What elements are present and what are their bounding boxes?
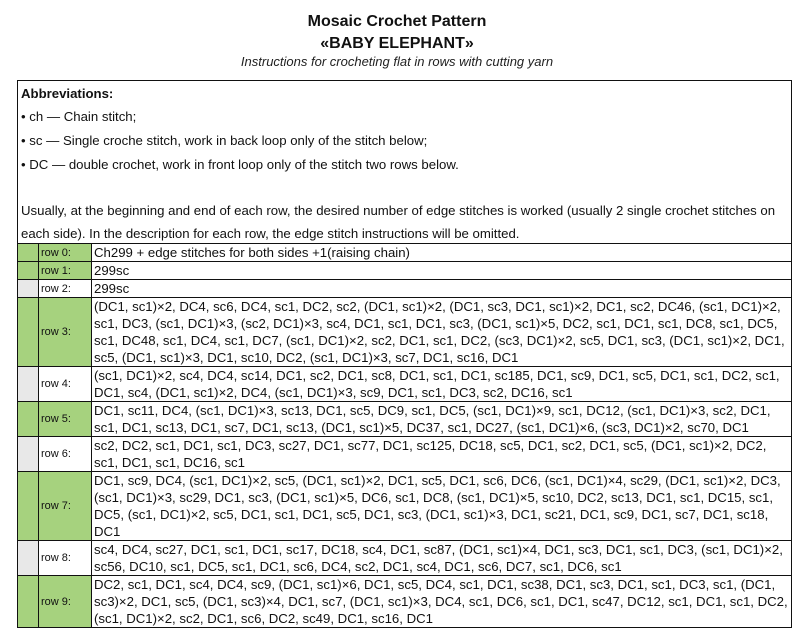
- row-label: row 9:: [39, 576, 92, 628]
- abbreviation-item: • DC — double crochet, work in front loop only of the stitch two rows below.: [21, 157, 459, 172]
- row-label: row 7:: [39, 472, 92, 541]
- row-color-swatch: [18, 472, 39, 541]
- row-color-swatch: [18, 244, 39, 262]
- row-instruction: 299sc: [92, 280, 792, 298]
- abbreviations-title: Abbreviations:: [21, 86, 114, 101]
- table-row: [18, 576, 792, 628]
- table-row: [18, 402, 792, 437]
- row-instruction: (sc1, DC1)×2, sc4, DC4, sc14, DC1, sc2, DC1, sc8, DC1, sc1, DC1, sc185, DC1, sc9, DC1, sc5, DC1, sc1, DC2, sc1, DC1, sc4, (DC1, sc1)×2, DC4, (sc1, DC1)×3, sc9, DC1, sc1, DC3, sc2, DC16, sc1: [92, 367, 792, 402]
- table-row: [18, 367, 792, 402]
- pattern-name: «BABY ELEPHANT»: [320, 35, 474, 52]
- row-instruction: DC1, sc11, DC4, (sc1, DC1)×3, sc13, DC1, sc5, DC9, sc1, DC5, (sc1, DC1)×9, sc1, DC12, (sc1, DC1)×3, sc2, DC1, sc1, DC1, sc13, DC1, sc7, DC1, sc13, (DC1, sc1)×5, DC37, sc1, DC27, (sc1, DC1)×6, (sc3, DC1)×2, sc70, DC1: [92, 402, 792, 437]
- row-color-swatch: [18, 262, 39, 280]
- row-instruction: DC2, sc1, DC1, sc4, DC4, sc9, (DC1, sc1)×6, DC1, sc5, DC4, sc1, DC1, sc38, DC1, sc3, DC1, sc1, DC3, sc1, (DC1, sc3)×2, DC1, sc5, (DC1, sc3)×4, DC1, sc7, (DC1, sc1)×3, DC4, sc1, DC6, sc1, DC1, sc47, DC12, sc1, DC1, sc1, DC2, (sc1, DC1)×2, sc2, DC1, sc6, DC2, sc49, DC1, sc16, DC1: [92, 576, 792, 628]
- row-color-swatch: [18, 402, 39, 437]
- row-instruction: Ch299 + edge stitches for both sides +1(raising chain): [92, 244, 792, 262]
- table-row: [18, 541, 792, 576]
- pattern-title: Mosaic Crochet Pattern: [307, 13, 487, 30]
- row-label: row 5:: [39, 402, 92, 437]
- row-color-swatch: [18, 298, 39, 367]
- row-instruction: 299sc: [92, 262, 792, 280]
- table-row: [18, 262, 792, 280]
- row-label: row 4:: [39, 367, 92, 402]
- row-label: row 1:: [39, 262, 92, 280]
- row-color-swatch: [18, 280, 39, 298]
- pattern-subtitle: Instructions for crocheting flat in rows with cutting yarn: [240, 54, 554, 69]
- row-label: row 2:: [39, 280, 92, 298]
- row-instructions-table: [17, 243, 792, 628]
- table-row: [18, 244, 792, 262]
- row-instruction: sc2, DC2, sc1, DC1, sc1, DC3, sc27, DC1, sc77, DC1, sc125, DC18, sc5, DC1, sc2, DC1, sc5, (DC1, sc1)×2, DC2, sc1, DC1, sc1, DC16, sc1: [92, 437, 792, 472]
- abbreviations-box: [17, 80, 792, 243]
- table-row: [18, 280, 792, 298]
- row-instruction: DC1, sc9, DC4, (sc1, DC1)×2, sc5, (DC1, sc1)×2, DC1, sc5, DC1, sc6, DC6, (sc1, DC1)×4, sc29, (DC1, sc1)×2, DC3, (sc1, DC1)×3, sc29, DC1, sc3, (DC1, sc1)×5, DC6, sc1, DC8, (sc1, DC1)×5, sc10, DC2, sc13, DC1, sc1, DC15, sc1, DC5, (sc1, DC1)×2, sc5, DC1, sc1, DC1, sc5, DC1, sc3, (DC1, sc1)×3, DC1, sc21, DC1, sc9, DC1, sc7, DC1, sc18, DC1: [92, 472, 792, 541]
- abbreviation-item: • ch — Chain stitch;: [21, 109, 137, 124]
- abbreviation-item: • sc — Single croche stitch, work in back loop only of the stitch below;: [21, 133, 428, 148]
- row-label: row 6:: [39, 437, 92, 472]
- row-label: row 3:: [39, 298, 92, 367]
- row-color-swatch: [18, 576, 39, 628]
- table-row: [18, 298, 792, 367]
- row-label: row 8:: [39, 541, 92, 576]
- edge-stitch-note: Usually, at the beginning and end of each row, the desired number of edge stitches is worked (usually 2 single crochet stitches on each side). In the description for each row, the edge stitch instructions will be omitted.: [21, 203, 776, 241]
- row-instruction: sc4, DC4, sc27, DC1, sc1, DC1, sc17, DC18, sc4, DC1, sc87, (DC1, sc1)×4, DC1, sc3, DC1, sc1, DC3, (sc1, DC1)×2, sc56, DC10, sc1, DC5, sc1, DC1, sc6, DC4, sc2, DC1, sc4, DC1, sc6, DC7, sc1, DC6, sc1: [92, 541, 792, 576]
- row-instruction: (DC1, sc1)×2, DC4, sc6, DC4, sc1, DC2, sc2, (DC1, sc1)×2, (DC1, sc3, DC1, sc1)×2, DC1, sc2, DC46, (sc1, DC1)×2, sc1, DC3, (sc1, DC1)×3, (sc2, DC1)×3, sc4, DC1, sc1, DC1, sc3, (DC1, sc1)×5, DC2, sc1, DC1, sc1, DC8, sc1, DC5, sc1, DC48, sc1, DC4, sc1, DC7, (sc1, DC1)×2, sc2, DC1, sc1, DC2, (sc3, DC1)×2, sc5, DC1, sc3, (DC1, sc1)×2, DC1, sc5, (DC1, sc1)×3, DC1, sc10, DC2, (sc1, DC1)×3, sc7, DC1, sc16, DC1: [92, 298, 792, 367]
- row-label: row 0:: [39, 244, 92, 262]
- row-color-swatch: [18, 541, 39, 576]
- row-color-swatch: [18, 367, 39, 402]
- table-row: [18, 437, 792, 472]
- row-color-swatch: [18, 437, 39, 472]
- table-row: [18, 472, 792, 541]
